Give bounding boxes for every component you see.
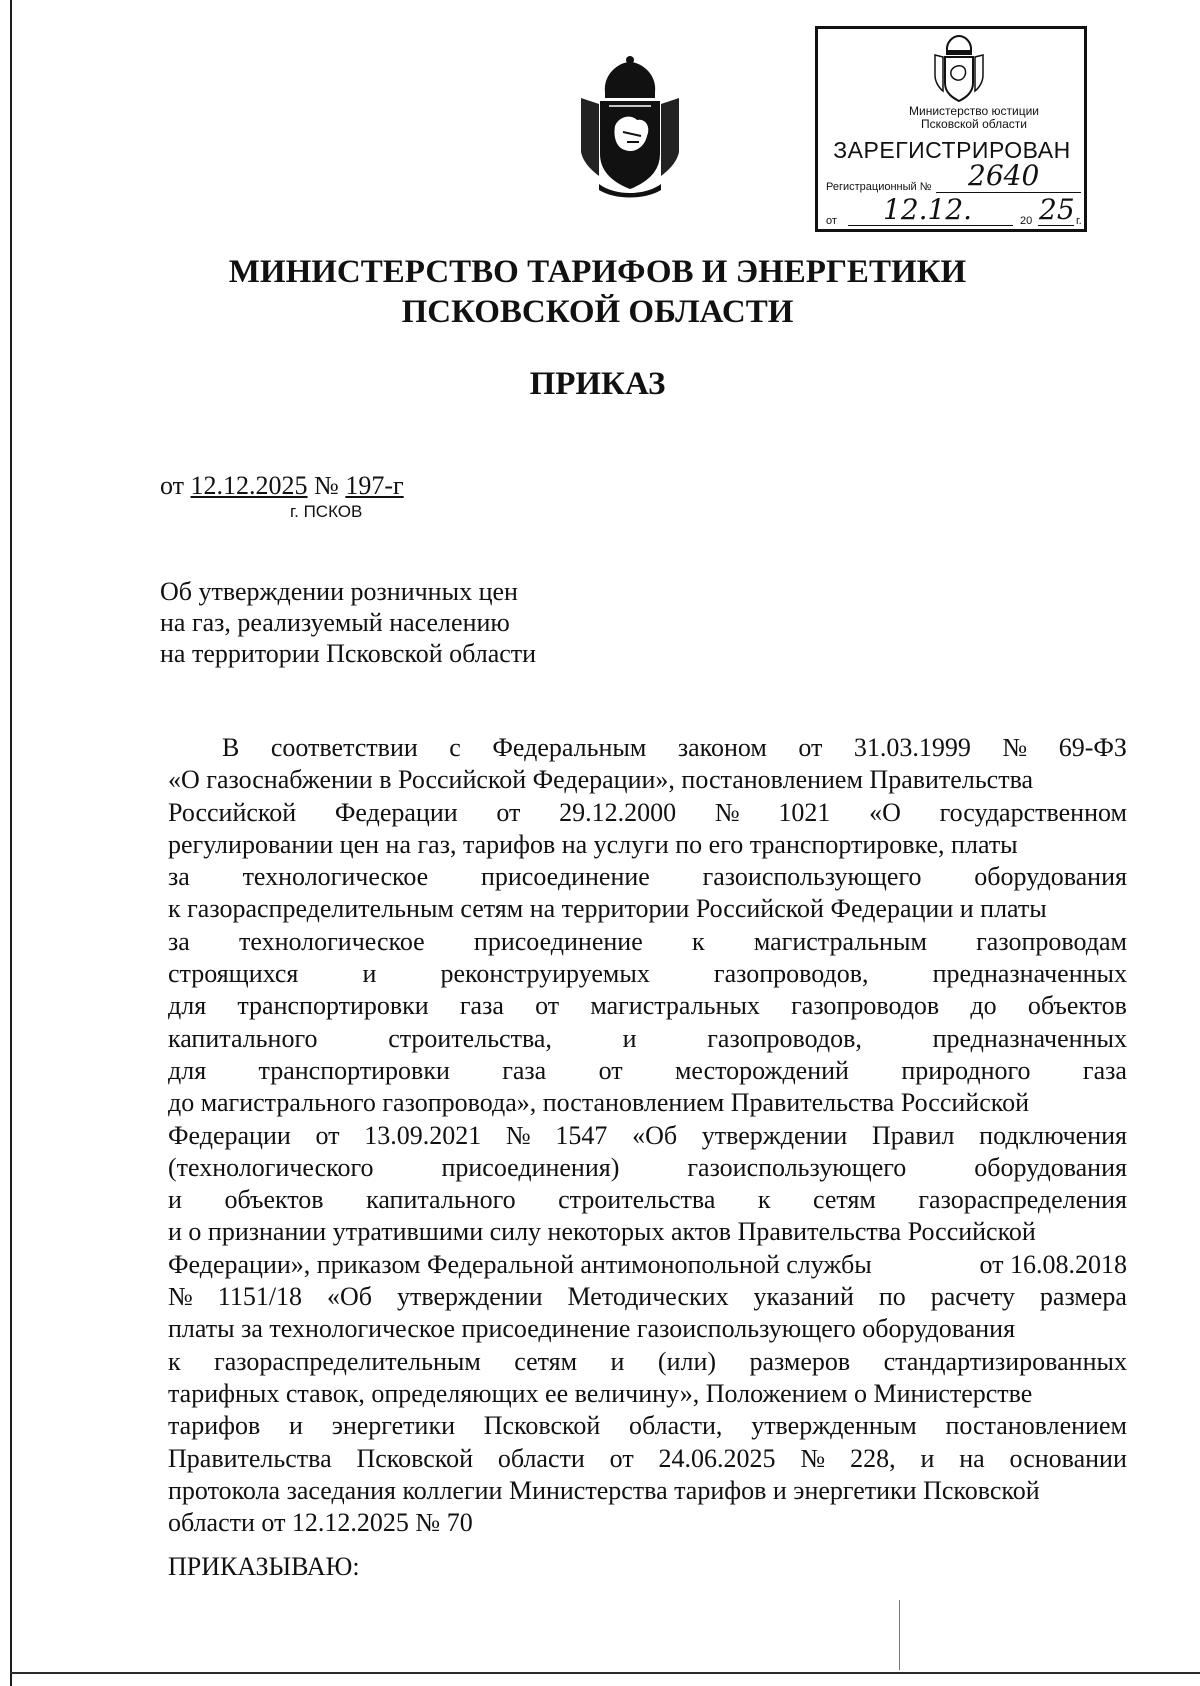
body-word: сетям: [813, 1185, 876, 1215]
body-word: Правительства: [168, 1443, 332, 1473]
order-number-sign: №: [314, 471, 339, 500]
body-word: Псковской: [356, 1443, 474, 1473]
body-word: и: [362, 959, 377, 989]
body-word: размера: [1039, 1282, 1127, 1312]
body-word: энергетики: [331, 1411, 455, 1441]
body-word: газопроводам: [976, 926, 1127, 956]
body-line: [168, 926, 1127, 958]
body-word: №: [1002, 733, 1028, 762]
body-word: с: [449, 733, 461, 762]
body-word: реконструируемых: [440, 959, 650, 989]
order-number: 197-г: [345, 471, 404, 500]
body-word: «Об: [632, 1120, 678, 1150]
order-city: г. ПСКОВ: [290, 502, 363, 521]
stamp-coat-of-arms-icon: [931, 33, 987, 105]
body-line: [168, 1055, 1127, 1087]
body-word: газораспределения: [918, 1185, 1127, 1215]
order-subject: [160, 576, 536, 669]
body-word: присоединение: [480, 862, 650, 892]
body-line: [168, 797, 1127, 829]
body-word: магистральных: [590, 991, 760, 1021]
page-edge-bottom: [10, 1672, 1200, 1674]
body-line: [168, 1184, 1127, 1216]
body-line: [168, 764, 1127, 796]
body-word: 1547: [555, 1120, 608, 1150]
body-word: государственном: [939, 797, 1127, 827]
body-word: оборудования: [974, 1152, 1127, 1182]
body-word: 1021: [778, 797, 831, 827]
body-line: [168, 732, 1127, 764]
stamp-year: 25: [1039, 193, 1075, 226]
stamp-from-label: от: [826, 215, 837, 227]
body-word: газоиспользующего: [687, 1152, 907, 1182]
body-word: 69-ФЗ: [1058, 733, 1127, 762]
body-word: для: [168, 1055, 207, 1085]
stamp-year-suffix: г.: [1076, 215, 1082, 227]
body-word: 13.09.2021: [364, 1120, 482, 1150]
body-word: предназначенных: [932, 959, 1127, 989]
body-word: «О газоснабжении в Российской Федерации», постановлением Правительства: [168, 765, 1034, 795]
body-word: Федерации: [334, 797, 458, 827]
subject-line3: на территории Псковской области: [160, 639, 537, 668]
body-word: основании: [1009, 1443, 1127, 1473]
body-line: [168, 1507, 1127, 1539]
pskov-coat-of-arms-emblem: [575, 54, 685, 200]
body-word: подключения: [979, 1120, 1127, 1150]
body-line: [168, 1475, 1127, 1507]
body-word: №: [714, 797, 740, 827]
body-word: к: [168, 1346, 181, 1376]
body-word: (или): [657, 1346, 717, 1376]
body-word: природного: [901, 1055, 1031, 1085]
body-word: Федеральным: [492, 733, 647, 762]
body-word: и: [622, 1023, 637, 1053]
body-word: №: [505, 1120, 531, 1150]
body-word: области: [497, 1443, 585, 1473]
body-line: [168, 1313, 1127, 1345]
body-word: предназначенных: [932, 1023, 1127, 1053]
ministry-title-line1: МИНИСТЕРСТВО ТАРИФОВ И ЭНЕРГЕТИКИ: [228, 254, 967, 290]
ministry-title-line2: ПСКОВСКОЙ ОБЛАСТИ: [401, 294, 794, 330]
body-word: утвержденным: [751, 1411, 917, 1441]
body-word: присоединение: [473, 926, 643, 956]
body-word: к: [691, 926, 705, 956]
body-word: до магистрального газопровода», постановлением Правительства Российской: [168, 1088, 1029, 1118]
body-word: строительства,: [388, 1023, 552, 1053]
body-word: сетям: [514, 1346, 578, 1376]
body-word: к газораспределительным сетям на территории Российской Федерации и платы: [168, 894, 1047, 924]
body-word: №: [800, 1443, 826, 1473]
stamp-ministry-line2: Псковской области: [921, 117, 1027, 131]
body-word: месторождений: [674, 1055, 849, 1085]
body-line: [168, 1249, 1127, 1281]
body-line: [168, 1346, 1127, 1378]
order-date: 12.12.2025: [190, 471, 308, 500]
body-word: соответствии: [270, 733, 418, 762]
body-line: [168, 1023, 1127, 1055]
body-word: постановлением: [945, 1411, 1127, 1441]
body-word: Методических: [567, 1282, 729, 1312]
body-line: [168, 958, 1127, 990]
body-word: газораспределительным: [214, 1346, 481, 1376]
body-word: регулировании цен на газ, тарифов на услуги по его транспортировке, платы: [168, 829, 1018, 859]
body-word: Федерации», приказом Федеральной антимонопольной службы: [168, 1249, 872, 1279]
body-line: [168, 1087, 1127, 1119]
page-edge-left: [10, 0, 12, 1686]
body-word: 24.06.2025: [658, 1443, 776, 1473]
stamp-ministry-line1: Министерство юстиции: [909, 104, 1039, 118]
stamp-status: ЗАРЕГИСТРИРОВАН: [833, 137, 1071, 163]
body-word: Российской: [168, 797, 297, 827]
order-body-paragraph: [168, 732, 1127, 1539]
body-word: от: [798, 733, 823, 762]
body-word: газа: [1082, 1055, 1127, 1085]
body-word: объектов: [1027, 991, 1127, 1021]
body-line: [168, 1443, 1127, 1475]
stamp-year-prefix: 20: [1020, 215, 1033, 227]
body-word: по: [878, 1282, 906, 1312]
body-word: размеров: [749, 1346, 851, 1376]
body-word: Псковской: [483, 1411, 601, 1441]
body-line: [168, 990, 1127, 1022]
body-word: строящихся: [168, 959, 299, 989]
body-word: 29.12.2000: [559, 797, 677, 827]
body-word: за: [168, 926, 190, 956]
body-word: 31.03.1999: [853, 733, 971, 762]
stamp-reg-number: 2640: [968, 159, 1040, 192]
body-word: строительства: [558, 1185, 716, 1215]
stamp-date: 12.12.: [883, 193, 973, 226]
stamp-reg-number-label: Регистрационный №: [826, 181, 932, 193]
body-word: от: [535, 991, 560, 1021]
order-command: ПРИКАЗЫВАЮ:: [168, 1552, 360, 1581]
body-line: [168, 861, 1127, 893]
subject-line2: на газ, реализуемый населению: [160, 608, 510, 637]
body-word: законом: [677, 733, 767, 762]
body-word: газа: [502, 1055, 547, 1085]
body-word: Федерации: [168, 1120, 291, 1150]
body-word: протокола заседания коллегии Министерства тарифов и энергетики Псковской: [168, 1475, 1040, 1505]
body-word: магистральным: [753, 926, 927, 956]
body-line: [168, 1152, 1127, 1184]
document-type: ПРИКАЗ: [529, 366, 666, 402]
registration-stamp: [815, 26, 1087, 232]
body-word: 228,: [850, 1443, 896, 1473]
body-word: для: [168, 991, 207, 1021]
body-line: [168, 1378, 1127, 1410]
scan-artifact-line: [899, 1600, 900, 1670]
body-word: от: [315, 1120, 340, 1150]
body-line: [168, 1120, 1127, 1152]
body-word: и: [289, 1411, 303, 1441]
ministry-title: [150, 252, 1045, 332]
body-word: от: [496, 797, 521, 827]
body-word: «Об: [327, 1282, 373, 1312]
order-date-number: [160, 471, 404, 501]
body-word: области от 12.12.2025 № 70: [168, 1508, 473, 1538]
body-word: газопроводов: [791, 991, 940, 1021]
body-word: указаний: [753, 1282, 854, 1312]
body-word: №: [168, 1282, 193, 1312]
body-word: объектов: [224, 1185, 324, 1215]
body-line: [168, 1410, 1127, 1442]
body-word: области,: [629, 1411, 723, 1441]
body-word: стандартизированных: [883, 1346, 1127, 1376]
body-word: оборудования: [974, 862, 1127, 892]
body-word: транспортировки: [237, 991, 429, 1021]
body-word: и: [920, 1443, 935, 1473]
body-word: транспортировки: [258, 1055, 450, 1085]
body-word: В: [222, 733, 240, 762]
body-word: Правил: [871, 1120, 955, 1150]
body-word: капитального: [168, 1023, 318, 1053]
body-word: технологическое: [242, 862, 429, 892]
body-word: капитального: [366, 1185, 516, 1215]
body-word: от: [598, 1055, 623, 1085]
body-word: технологическое: [239, 926, 425, 956]
body-word: до: [970, 991, 997, 1021]
body-word: 1151/18: [217, 1282, 303, 1312]
body-word: газоиспользующего: [702, 862, 922, 892]
subject-line1: Об утверждении розничных цен: [160, 577, 518, 606]
body-line: [168, 1281, 1127, 1313]
body-word: и о признании утратившими силу некоторых актов Правительства Российской: [168, 1217, 1036, 1247]
body-word: газа: [459, 991, 504, 1021]
body-word: газопроводов,: [713, 959, 869, 989]
body-line: [168, 893, 1127, 925]
body-word: на: [959, 1443, 985, 1473]
body-word: платы за технологическое присоединение газоиспользующего оборудования: [168, 1314, 1016, 1344]
body-line: [168, 1216, 1127, 1248]
body-word: тарифов: [168, 1411, 261, 1441]
body-word: утверждении: [397, 1282, 543, 1312]
body-word: утверждении: [701, 1120, 848, 1150]
body-word: газопроводов,: [707, 1023, 862, 1053]
body-word: тарифных ставок, определяющих ее величину», Положением о Министерстве: [168, 1378, 1033, 1408]
stamp-ministry-name: [858, 105, 1090, 131]
body-word: от: [609, 1443, 634, 1473]
body-word: «О: [869, 797, 901, 827]
body-word: к: [757, 1185, 771, 1215]
body-word: (технологического: [168, 1152, 374, 1182]
body-word: расчету: [930, 1282, 1015, 1312]
body-word: и: [610, 1346, 625, 1376]
body-word: за: [168, 862, 190, 892]
body-line: [168, 829, 1127, 861]
order-from-word: от: [160, 471, 185, 500]
body-word: и: [168, 1185, 182, 1215]
body-word: от 16.08.2018: [979, 1249, 1127, 1279]
body-word: присоединения): [441, 1152, 620, 1182]
